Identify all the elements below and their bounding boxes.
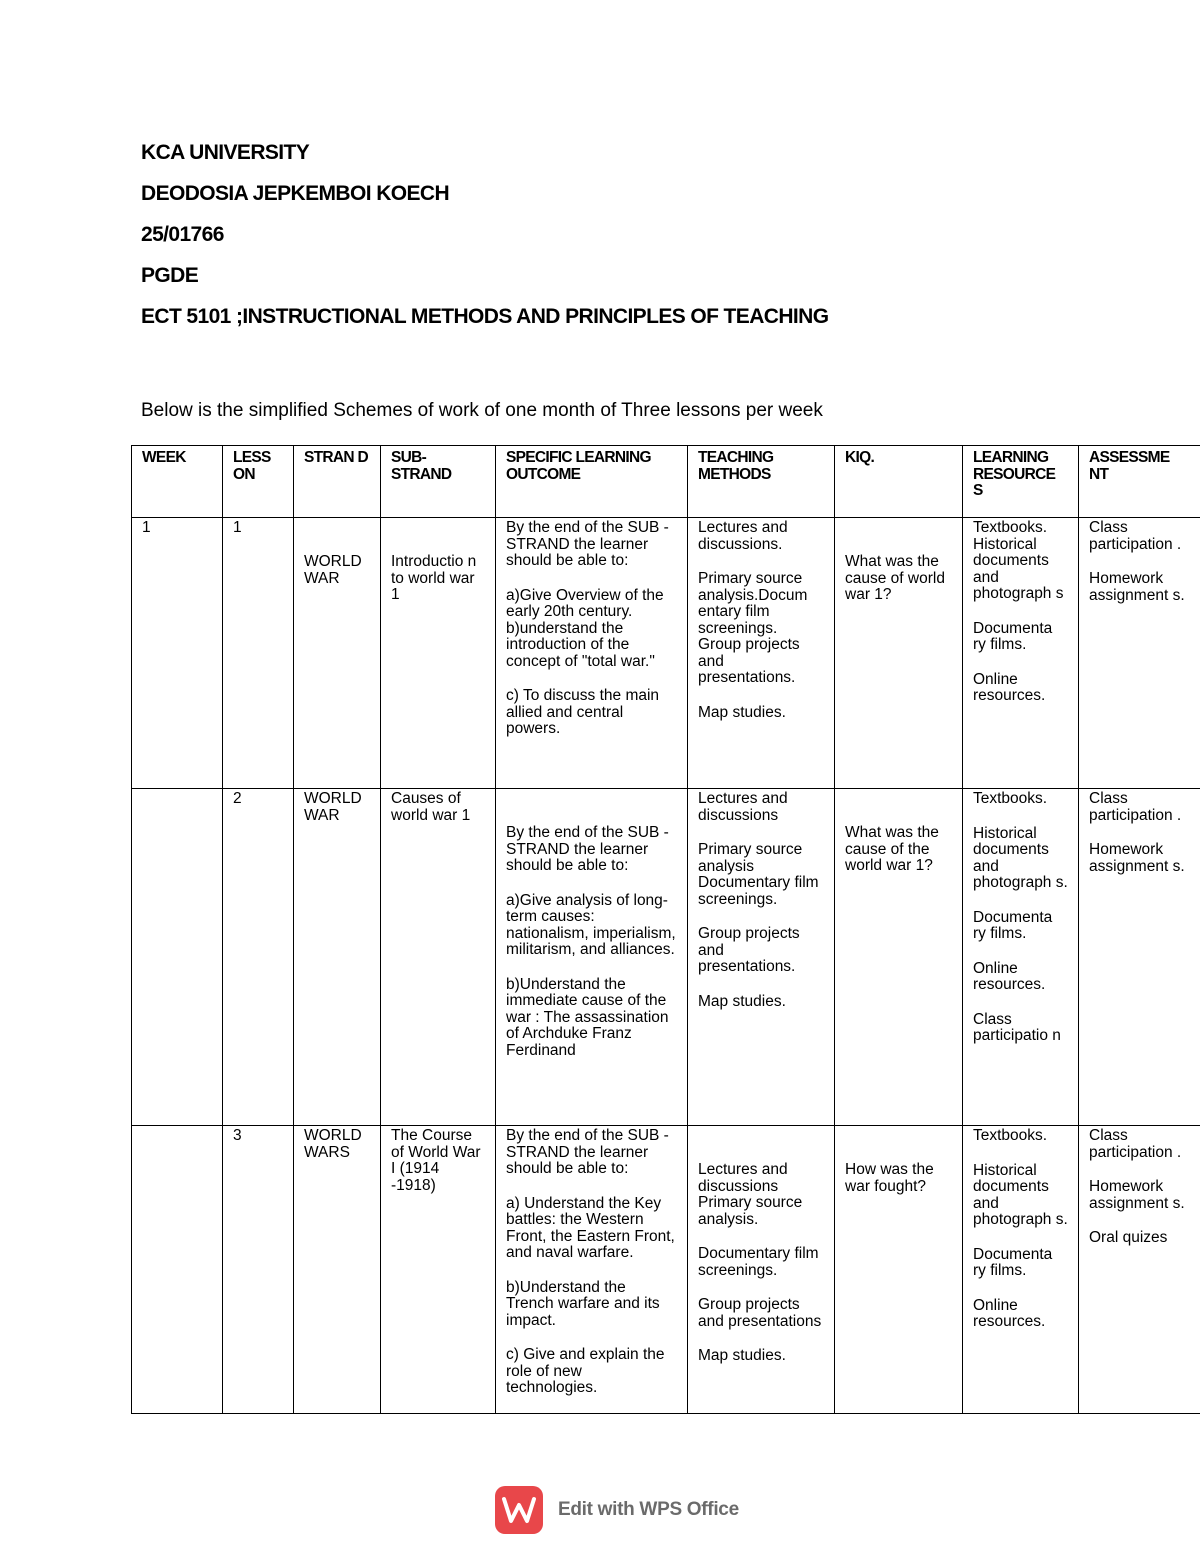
resources-paragraph: Historical documents and photograph s.	[973, 1161, 1068, 1228]
wps-edit-badge[interactable]	[495, 1486, 739, 1534]
cell-strand: WORLD WAR	[294, 789, 381, 1126]
assessment-paragraph: Homework assignment s.	[1089, 1178, 1185, 1212]
col-header-kiq: KIQ.	[835, 446, 963, 518]
methods-paragraph: Primary source analysis.Docum entary film screenings. Group projects and presentations.	[698, 570, 808, 686]
cell-substrand: Introductio n to world war 1	[381, 518, 496, 789]
wps-logo-icon[interactable]	[495, 1486, 543, 1534]
col-header-strand: STRAN D	[294, 446, 381, 518]
header-program: PGDE	[141, 264, 199, 287]
table-row	[132, 1126, 1200, 1414]
methods-paragraph: Primary source analysis Documentary film screenings.	[698, 841, 819, 908]
assessment-paragraph: Class participation .	[1089, 1127, 1182, 1161]
cell-outcome	[496, 789, 688, 1126]
methods-paragraph: Group projects and presentations.	[698, 925, 800, 975]
resources-paragraph: Online resources.	[973, 670, 1046, 704]
methods-paragraph: Documentary film screenings.	[698, 1245, 819, 1279]
col-header-assessment: ASSESSME NT	[1079, 446, 1200, 518]
cell-kiq: How was the war fought?	[835, 1126, 963, 1414]
resources-paragraph: Documenta ry films.	[973, 1245, 1053, 1279]
methods-paragraph: Lectures and discussions.	[698, 519, 788, 553]
col-header-lesson: LESS ON	[223, 446, 294, 518]
methods-paragraph: Lectures and discussions Primary source analysis.	[698, 1161, 803, 1228]
resources-paragraph: Textbooks. Historical documents and photograph s	[973, 519, 1064, 602]
methods-paragraph: Lectures and discussions	[698, 790, 788, 824]
cell-resources	[963, 1126, 1079, 1414]
methods-paragraph: Map studies.	[698, 703, 786, 721]
cell-methods	[688, 789, 835, 1126]
cell-week	[132, 789, 223, 1126]
outcome-paragraph: a)Give analysis of long-term causes: nationalism, imperialism, militarism, and alliances.	[506, 891, 676, 958]
methods-paragraph: Map studies.	[698, 1347, 786, 1364]
assessment-paragraph: Class participation .	[1089, 790, 1182, 824]
col-header-outcome: SPECIFIC LEARNING OUTCOME	[496, 446, 688, 518]
table-row	[132, 518, 1200, 789]
cell-assessment	[1079, 518, 1200, 789]
col-header-resources: LEARNING RESOURCE S	[963, 446, 1079, 518]
outcome-paragraph: b)Understand the Trench warfare and its impact.	[506, 1278, 660, 1329]
assessment-paragraph: Homework assignment s.	[1089, 570, 1185, 604]
cell-outcome	[496, 518, 688, 789]
scheme-of-work-table	[131, 445, 1200, 1414]
resources-paragraph: Textbooks.	[973, 790, 1048, 807]
table-header-row	[132, 446, 1200, 518]
outcome-paragraph: a)Give Overview of the early 20th century. b)understand the introduction of the concept of "total war."	[506, 586, 664, 670]
col-header-week: WEEK	[132, 446, 223, 518]
col-header-substrand: SUB-STRAND	[381, 446, 496, 518]
outcome-paragraph: By the end of the SUB -STRAND the learner should be able to:	[506, 519, 669, 569]
assessment-paragraph: Class participation .	[1089, 519, 1182, 553]
outcome-paragraph: By the end of the SUB -STRAND the learner should be able to:	[506, 824, 669, 874]
resources-paragraph: Textbooks.	[973, 1127, 1048, 1144]
cell-kiq: What was the cause of world war 1?	[835, 518, 963, 789]
outcome-paragraph: c) Give and explain the role of new technologies.	[506, 1346, 665, 1396]
table-row	[132, 789, 1200, 1126]
methods-paragraph: Group projects and presentations	[698, 1296, 822, 1330]
assessment-paragraph: Homework assignment s.	[1089, 841, 1185, 875]
cell-substrand: The Course of World War I (1914 -1918)	[381, 1126, 496, 1414]
cell-lesson: 2	[223, 789, 294, 1126]
header-course: ECT 5101 ;INSTRUCTIONAL METHODS AND PRINCIPLES OF TEACHING	[141, 305, 829, 328]
resources-paragraph: Online resources.	[973, 959, 1046, 993]
outcome-paragraph: b)Understand the immediate cause of the war : The assassination of Archduke Franz Ferdinand	[506, 975, 669, 1059]
outcome-paragraph: By the end of the SUB -STRAND the learner should be able to:	[506, 1127, 669, 1177]
assessment-paragraph: Oral quizes	[1089, 1229, 1168, 1246]
resources-paragraph: Class participatio n	[973, 1010, 1061, 1044]
cell-lesson: 1	[223, 518, 294, 789]
cell-substrand: Causes of world war 1	[381, 789, 496, 1126]
cell-strand: WORLD WARS	[294, 1126, 381, 1414]
outcome-paragraph: a) Understand the Key battles: the Western Front, the Eastern Front, and naval warfare.	[506, 1194, 675, 1261]
methods-paragraph: Map studies.	[698, 992, 786, 1010]
cell-lesson: 3	[223, 1126, 294, 1414]
resources-paragraph: Documenta ry films.	[973, 619, 1053, 653]
cell-week	[132, 1126, 223, 1414]
wps-edit-label[interactable]: Edit with WPS Office	[558, 1499, 739, 1520]
cell-resources	[963, 518, 1079, 789]
outcome-paragraph: c) To discuss the main allied and central powers.	[506, 687, 660, 737]
cell-kiq: What was the cause of the world war 1?	[835, 789, 963, 1126]
cell-assessment	[1079, 1126, 1200, 1414]
cell-week: 1	[132, 518, 223, 789]
col-header-methods: TEACHING METHODS	[688, 446, 835, 518]
resources-paragraph: Documenta ry films.	[973, 908, 1053, 942]
cell-strand: WORLD WAR	[294, 518, 381, 789]
resources-paragraph: Online resources.	[973, 1296, 1046, 1330]
header-reg-no: 25/01766	[141, 223, 224, 246]
intro-text: Below is the simplified Schemes of work of one month of Three lessons per week	[141, 400, 823, 421]
header-student-name: DEODOSIA JEPKEMBOI KOECH	[141, 182, 450, 205]
cell-methods	[688, 1126, 835, 1414]
header-university: KCA UNIVERSITY	[141, 141, 310, 164]
cell-resources	[963, 789, 1079, 1126]
cell-methods	[688, 518, 835, 789]
cell-assessment	[1079, 789, 1200, 1126]
cell-outcome	[496, 1126, 688, 1414]
resources-paragraph: Historical documents and photograph s.	[973, 824, 1068, 891]
